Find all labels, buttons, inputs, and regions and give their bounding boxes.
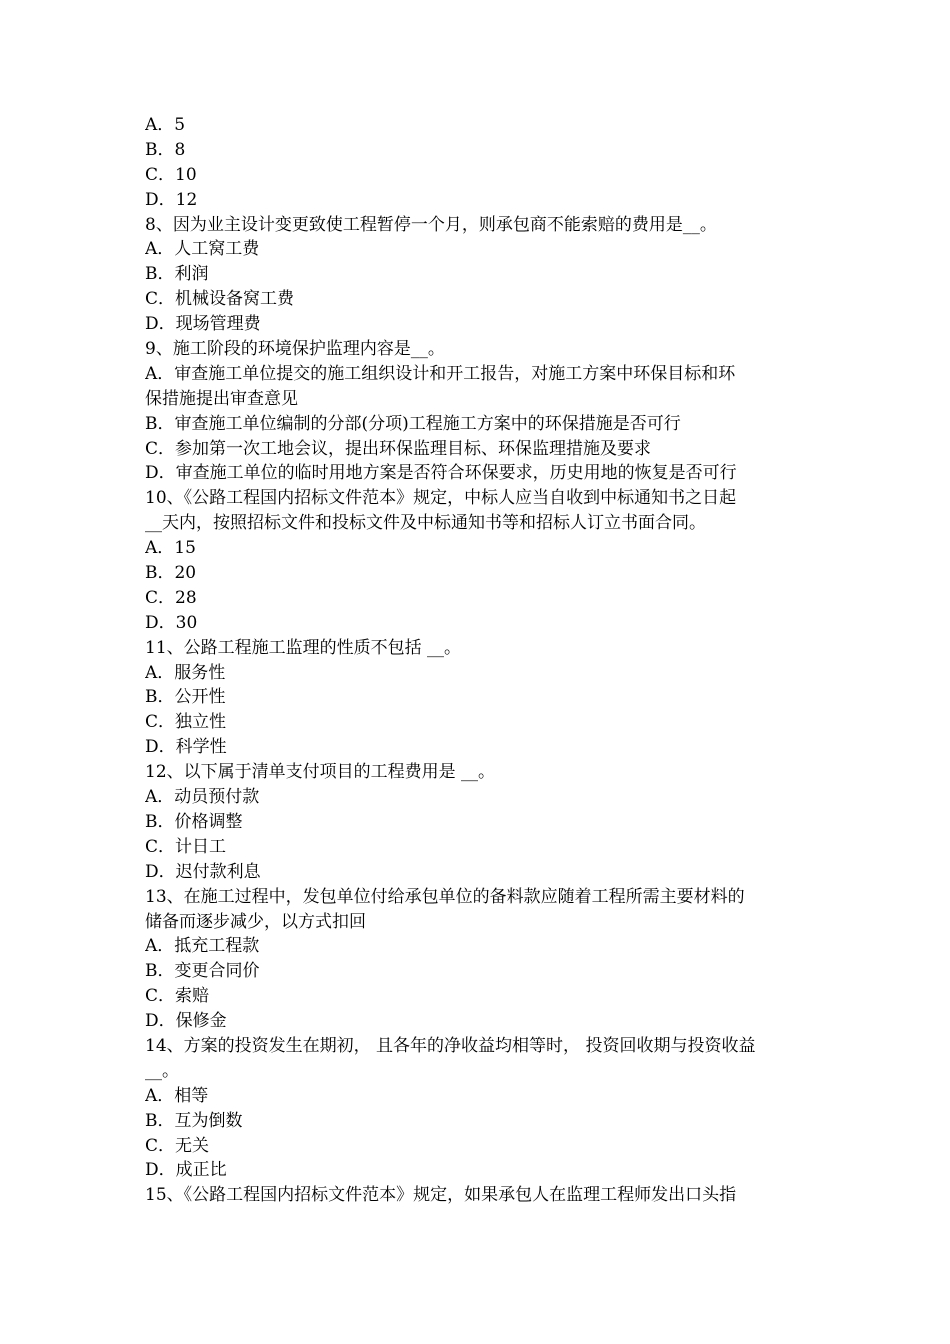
text-line: C．10	[145, 164, 197, 185]
text-line: A．动员预付款	[145, 787, 260, 808]
question-15: 15、《公路工程国内招标文件范本》规定，如果承包人在监理工程师发出口头指	[145, 1185, 737, 1206]
text-line: A．服务性	[145, 662, 226, 683]
text-line: C．独立性	[145, 712, 227, 733]
text-line: 保措施提出审查意见	[145, 388, 298, 409]
text-line: C．无关	[145, 1135, 210, 1156]
text-line: A．审查施工单位提交的施工组织设计和开工报告，对施工方案中环保目标和环	[145, 363, 736, 384]
text-line: B．20	[145, 563, 197, 584]
text-line: B．公开性	[145, 687, 226, 708]
question-11: 11、公路工程施工监理的性质不包括 __。	[145, 637, 462, 658]
text-line: D．迟付款利息	[145, 861, 261, 882]
text-line: __天内，按照招标文件和投标文件及中标通知书等和招标人订立书面合同。	[145, 513, 706, 534]
question-13: 13、在施工过程中，发包单位付给承包单位的备料款应随着工程所需主要材料的	[145, 886, 745, 907]
text-line: A．人工窝工费	[145, 239, 260, 260]
text-line: D．审查施工单位的临时用地方案是否符合环保要求，历史用地的恢复是否可行	[145, 463, 737, 484]
text-line: D．科学性	[145, 737, 227, 758]
text-line: D．12	[145, 189, 198, 210]
text-line: A．抵充工程款	[145, 936, 260, 957]
text-line: B．利润	[145, 264, 209, 285]
document-page	[145, 113, 825, 1208]
text-line: C．28	[145, 587, 197, 608]
text-line: D．保修金	[145, 1011, 227, 1032]
text-line: B．互为倒数	[145, 1110, 243, 1131]
text-line: 储备而逐步减少，以方式扣回	[145, 911, 366, 932]
text-line: C．索赔	[145, 986, 210, 1007]
question-12: 12、以下属于清单支付项目的工程费用是 __。	[145, 762, 496, 783]
question-8: 8、因为业主设计变更致使工程暂停一个月，则承包商不能索赔的费用是__。	[145, 214, 717, 235]
question-10: 10、《公路工程国内招标文件范本》规定，中标人应当自收到中标通知书之日起	[145, 488, 737, 509]
text-line: __。	[145, 1060, 179, 1081]
text-line: B．审查施工单位编制的分部(分项)工程施工方案中的环保措施是否可行	[145, 413, 681, 434]
text-line: D．成正比	[145, 1160, 227, 1181]
question-9: 9、施工阶段的环境保护监理内容是__。	[145, 339, 445, 360]
text-line: B．价格调整	[145, 811, 243, 832]
text-line: C．计日工	[145, 836, 227, 857]
text-line: A．5	[145, 115, 186, 135]
text-line: B．8	[145, 139, 186, 160]
text-line: B．变更合同价	[145, 961, 260, 982]
question-14: 14、方案的投资发生在期初， 且各年的净收益均相等时， 投资回收期与投资收益	[145, 1035, 756, 1056]
text-line: C．机械设备窝工费	[145, 289, 295, 310]
text-line: D．现场管理费	[145, 314, 261, 335]
text-line: A．15	[145, 538, 196, 559]
text-line: C．参加第一次工地会议，提出环保监理目标、环保监理措施及要求	[145, 438, 652, 459]
text-line: D．30	[145, 612, 198, 633]
text-line: A．相等	[145, 1085, 209, 1106]
